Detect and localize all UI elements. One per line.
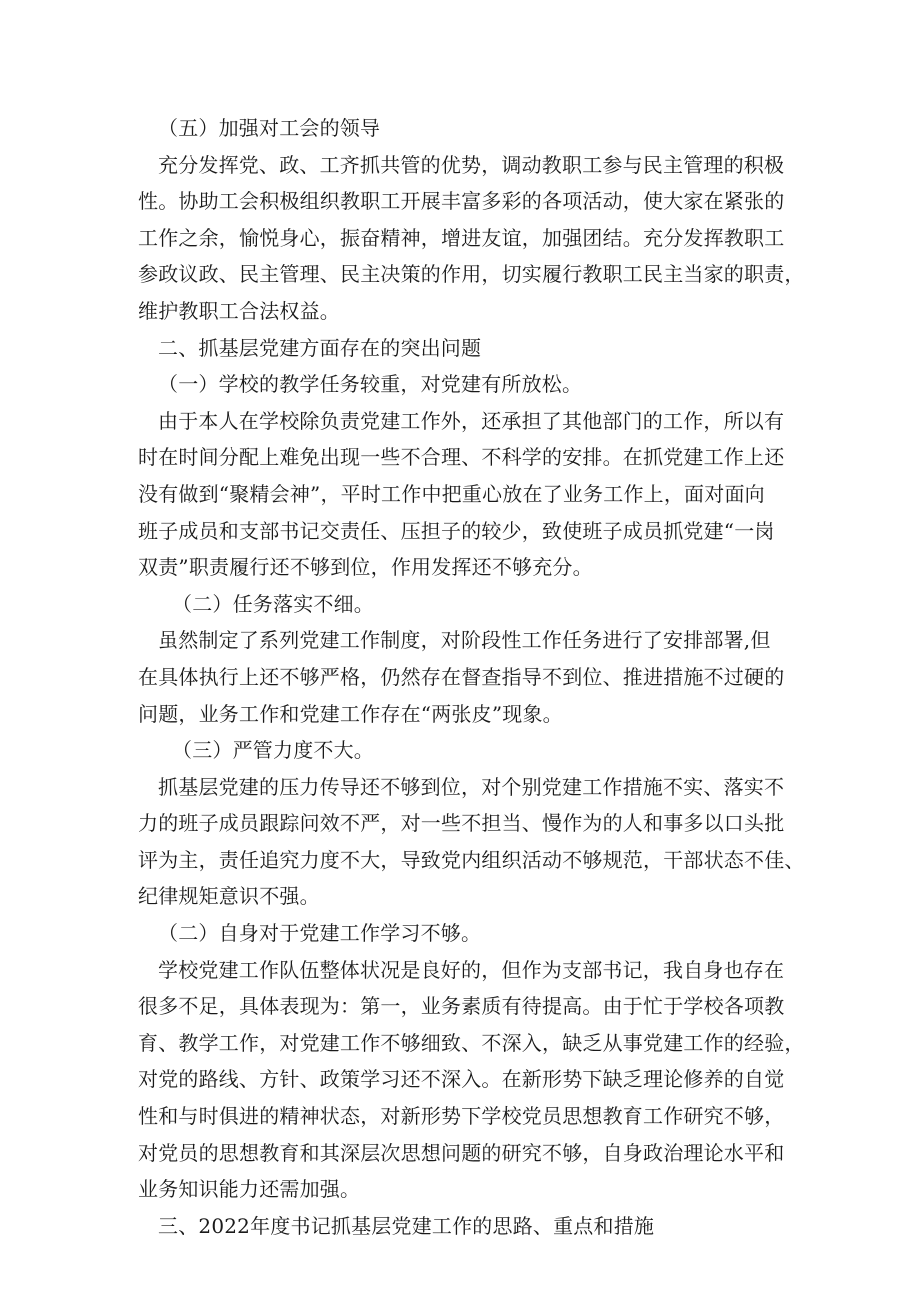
text-line: （二）任务落实不细。: [172, 591, 374, 616]
text-line: 时在时间分配上难免出现一些不合理、不科学的安排。在抓党建工作上还: [138, 445, 785, 470]
text-line: 性和与时俱进的精神状态，对新形势下学校党员思想教育工作研究不够，: [138, 1104, 785, 1129]
text-line: 双责”职责履行还不够到位，作用发挥还不够充分。: [138, 555, 593, 580]
text-line: 力的班子成员跟踪问效不严，对一些不担当、慢作为的人和事多以口头批: [138, 811, 785, 836]
text-line: 纪律规矩意识不强。: [138, 884, 320, 909]
text-line: （三）严管力度不大。: [172, 738, 374, 763]
text-line: 虽然制定了系列党建工作制度，对阶段性工作任务进行了安排部署,但: [158, 628, 771, 653]
text-line: 对党员的思想教育和其深层次思想问题的研究不够，自身政治理论水平和: [138, 1140, 785, 1165]
text-line: （二）自身对于党建工作学习不够。: [158, 921, 482, 946]
text-line: 参政议政、民主管理、民主决策的作用，切实履行教职工民主当家的职责，: [138, 262, 805, 287]
text-line: 业务知识能力还需加强。: [138, 1177, 361, 1202]
text-line: 由于本人在学校除负责党建工作外，还承担了其他部门的工作，所以有: [158, 408, 785, 433]
text-line: 问题，业务工作和党建工作存在“两张皮”现象。: [138, 701, 563, 726]
text-line: 没有做到“聚精会神”，平时工作中把重心放在了业务工作上，面对面向: [138, 481, 765, 506]
text-line: 二、抓基层党建方面存在的突出问题: [158, 335, 482, 360]
text-line: （五）加强对工会的领导: [158, 116, 381, 140]
text-line: 评为主，责任追究力度不大，导致党内组织活动不够规范，干部状态不佳、: [138, 847, 805, 872]
document-page: [138, 110, 805, 1244]
text-line: 对党的路线、方针、政策学习还不深入。在新形势下缺乏理论修养的自觉: [138, 1067, 785, 1092]
text-line: 三、2022年度书记抓基层党建工作的思路、重点和措施: [158, 1213, 655, 1238]
text-line: 维护教职工合法权益。: [138, 298, 340, 323]
text-line: 班子成员和支部书记交责任、压担子的较少，致使班子成员抓党建“一岗: [138, 518, 775, 543]
text-line: 工作之余，愉悦身心，振奋精神，增进友谊，加强团结。充分发挥教职工: [138, 225, 785, 250]
text-line: 性。协助工会积极组织教职工开展丰富多彩的各项活动，使大家在紧张的: [138, 189, 785, 214]
text-line: 育、教学工作，对党建工作不够细致、不深入，缺乏从事党建工作的经验，: [138, 1030, 805, 1055]
text-line: 充分发挥党、政、工齐抓共管的优势，调动教职工参与民主管理的积极: [158, 152, 785, 177]
text-line: 很多不足，具体表现为：第一，业务素质有待提高。由于忙于学校各项教: [138, 994, 785, 1019]
text-line: 学校党建工作队伍整体状况是良好的，但作为支部书记，我自身也存在: [158, 957, 785, 982]
text-line: （一）学校的教学任务较重，对党建有所放松。: [158, 372, 583, 397]
text-line: 抓基层党建的压力传导还不够到位，对个别党建工作措施不实、落实不: [158, 774, 785, 799]
text-line: 在具体执行上还不够严格，仍然存在督查指导不到位、推进措施不过硬的: [138, 664, 785, 689]
